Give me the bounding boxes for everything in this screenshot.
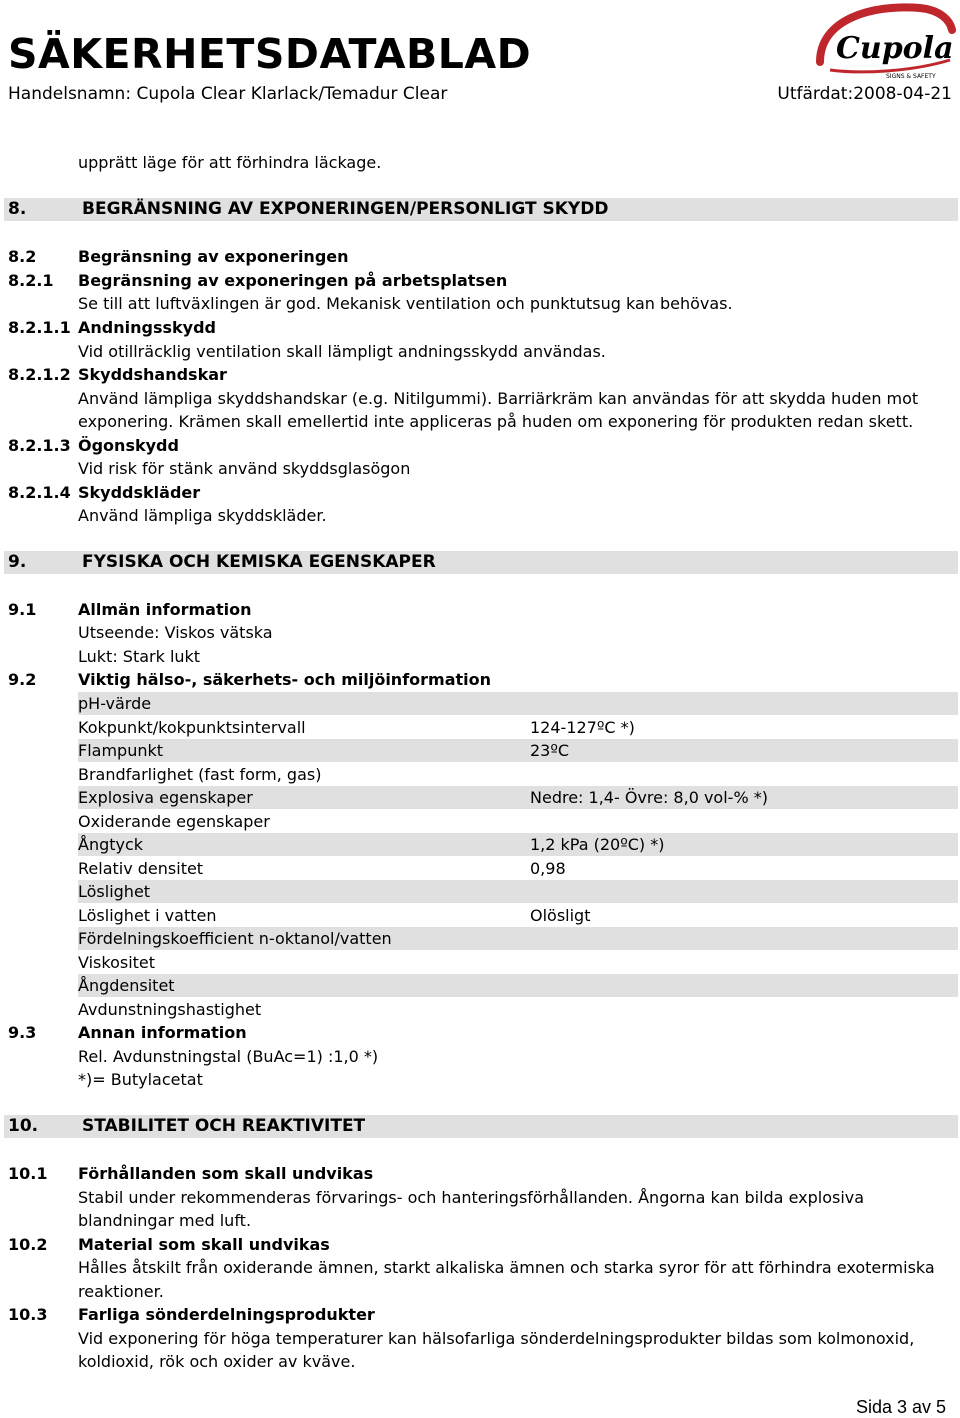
section-title: STABILITET OCH REAKTIVITET	[82, 1116, 366, 1136]
property-row	[78, 716, 958, 739]
property-row	[78, 951, 958, 974]
body-text: Rel. Avdunstningstal (BuAc=1) :1,0 *)	[78, 1047, 379, 1066]
property-row	[78, 786, 958, 809]
property-value: 124-127ºC *)	[530, 717, 635, 737]
logo-text: Cupola	[836, 31, 954, 66]
property-value: 1,2 kPa (20ºC) *)	[530, 835, 665, 854]
body-text: Vid exponering för höga temperaturer kan hälsofarliga sönderdelningsprodukter bildas som kolmonoxid,	[78, 1329, 915, 1348]
sub-title: Skyddshandskar	[78, 365, 227, 384]
property-row	[78, 833, 958, 856]
property-label: Relativ densitet	[78, 858, 204, 878]
property-label: Ångdensitet	[78, 976, 175, 995]
section-10-bar	[4, 1115, 958, 1138]
property-value: Olösligt	[530, 905, 591, 925]
body-text: Stabil under rekommenderas förvarings- och hanteringsförhållanden. Ångorna kan bilda explosiva	[78, 1188, 865, 1207]
property-label: Flampunkt	[78, 741, 164, 760]
body-text: Se till att luftväxlingen är god. Mekanisk ventilation och punktutsug kan behövas.	[78, 294, 733, 313]
property-label: Oxiderande egenskaper	[78, 811, 270, 831]
property-label: Viskositet	[78, 952, 156, 972]
sub-title: Förhållanden som skall undvikas	[78, 1164, 374, 1183]
body-text: blandningar med luft.	[78, 1211, 252, 1230]
page-number: Sida 3 av 5	[855, 1397, 946, 1417]
section-title: FYSISKA OCH KEMISKA EGENSKAPER	[82, 552, 436, 572]
property-label: Brandfarlighet (fast form, gas)	[78, 764, 322, 784]
sub-number: 9.1	[8, 600, 37, 619]
property-row	[78, 739, 958, 762]
body-text: Hålles åtskilt från oxiderande ämnen, starkt alkaliska ämnen och starka syror för att förhindra exotermiska	[78, 1258, 935, 1277]
sub-number: 10.1	[8, 1164, 48, 1183]
sub-title: Annan information	[78, 1023, 247, 1042]
sub-title: Allmän information	[78, 600, 252, 619]
sub-number: 9.2	[8, 670, 37, 689]
property-label: Fördelningskoefficient n-oktanol/vatten	[78, 929, 392, 948]
section-title: BEGRÄNSNING AV EXPONERINGEN/PERSONLIGT SKYDD	[82, 199, 609, 219]
section-9-bar	[4, 551, 958, 574]
sub-number: 8.2.1.3	[8, 436, 71, 455]
body-text: Använd lämpliga skyddshandskar (e.g. Nitilgummi). Barriärkräm kan användas för att skydda huden mot	[78, 389, 919, 408]
sub-number: 9.3	[8, 1023, 37, 1042]
section-number: 10.	[8, 1116, 39, 1136]
property-value: 23ºC	[530, 741, 570, 760]
property-label: pH-värde	[78, 694, 152, 713]
body-text: reaktioner.	[78, 1282, 164, 1301]
property-label: Kokpunkt/kokpunktsintervall	[78, 717, 306, 737]
property-value: Nedre: 1,4- Övre: 8,0 vol-% *)	[530, 788, 768, 807]
property-label: Ångtyck	[78, 835, 144, 854]
sub-number: 10.3	[8, 1305, 48, 1324]
section-number: 8.	[8, 199, 27, 219]
sub-number: 8.2.1.1	[8, 318, 71, 337]
property-label: Explosiva egenskaper	[78, 788, 253, 807]
property-row	[78, 998, 958, 1021]
property-label: Avdunstningshastighet	[78, 999, 262, 1019]
sub-title: Begränsning av exponeringen	[78, 247, 349, 266]
property-row	[78, 692, 958, 715]
section-8-bar	[4, 198, 958, 221]
body-text: Vid otillräcklig ventilation skall lämpligt andningsskydd användas.	[78, 342, 606, 361]
body-text: Lukt: Stark lukt	[78, 647, 201, 666]
body-text: Vid risk för stänk använd skyddsglasögon	[78, 459, 411, 478]
body-text: Utseende: Viskos vätska	[78, 623, 273, 642]
intro-text: upprätt läge för att förhindra läckage.	[78, 153, 382, 172]
sub-title: Skyddskläder	[78, 483, 201, 502]
sub-title: Material som skall undvikas	[78, 1235, 330, 1254]
property-row	[78, 857, 958, 880]
sub-title: Farliga sönderdelningsprodukter	[78, 1305, 375, 1324]
body-text: exponering. Krämen skall emellertid inte appliceras på huden om exponering för produkten redan skett.	[78, 412, 914, 431]
document-title: SÄKERHETSDATABLAD	[8, 30, 532, 78]
logo-subtext: SIGNS & SAFETY	[886, 73, 936, 80]
sub-number: 8.2.1.4	[8, 483, 71, 502]
sub-title: Viktig hälso-, säkerhets- och miljöinformation	[78, 670, 492, 689]
property-label: Löslighet i vatten	[78, 905, 217, 925]
property-row	[78, 927, 958, 950]
issue-date: Utfärdat:2008-04-21	[777, 84, 952, 104]
sub-number: 10.2	[8, 1235, 48, 1254]
property-label: Löslighet	[78, 882, 151, 901]
sub-number: 8.2	[8, 247, 37, 266]
body-text: koldioxid, rök och oxider av kväve.	[78, 1352, 356, 1371]
property-row	[78, 810, 958, 833]
property-row	[78, 974, 958, 997]
trade-name: Handelsnamn: Cupola Clear Klarlack/Temadur Clear	[8, 84, 448, 104]
sub-number: 8.2.1.2	[8, 365, 71, 384]
body-text: *)= Butylacetat	[78, 1070, 203, 1089]
property-row	[78, 904, 958, 927]
sub-title: Andningsskydd	[78, 318, 216, 337]
property-row	[78, 880, 958, 903]
sub-title: Begränsning av exponeringen på arbetsplatsen	[78, 271, 508, 290]
body-text: Använd lämpliga skyddskläder.	[78, 506, 327, 525]
sub-number: 8.2.1	[8, 271, 54, 290]
cupola-logo	[800, 0, 956, 84]
property-row	[78, 763, 958, 786]
property-value: 0,98	[530, 858, 566, 878]
sub-title: Ögonskydd	[78, 436, 179, 455]
section-number: 9.	[8, 552, 27, 572]
